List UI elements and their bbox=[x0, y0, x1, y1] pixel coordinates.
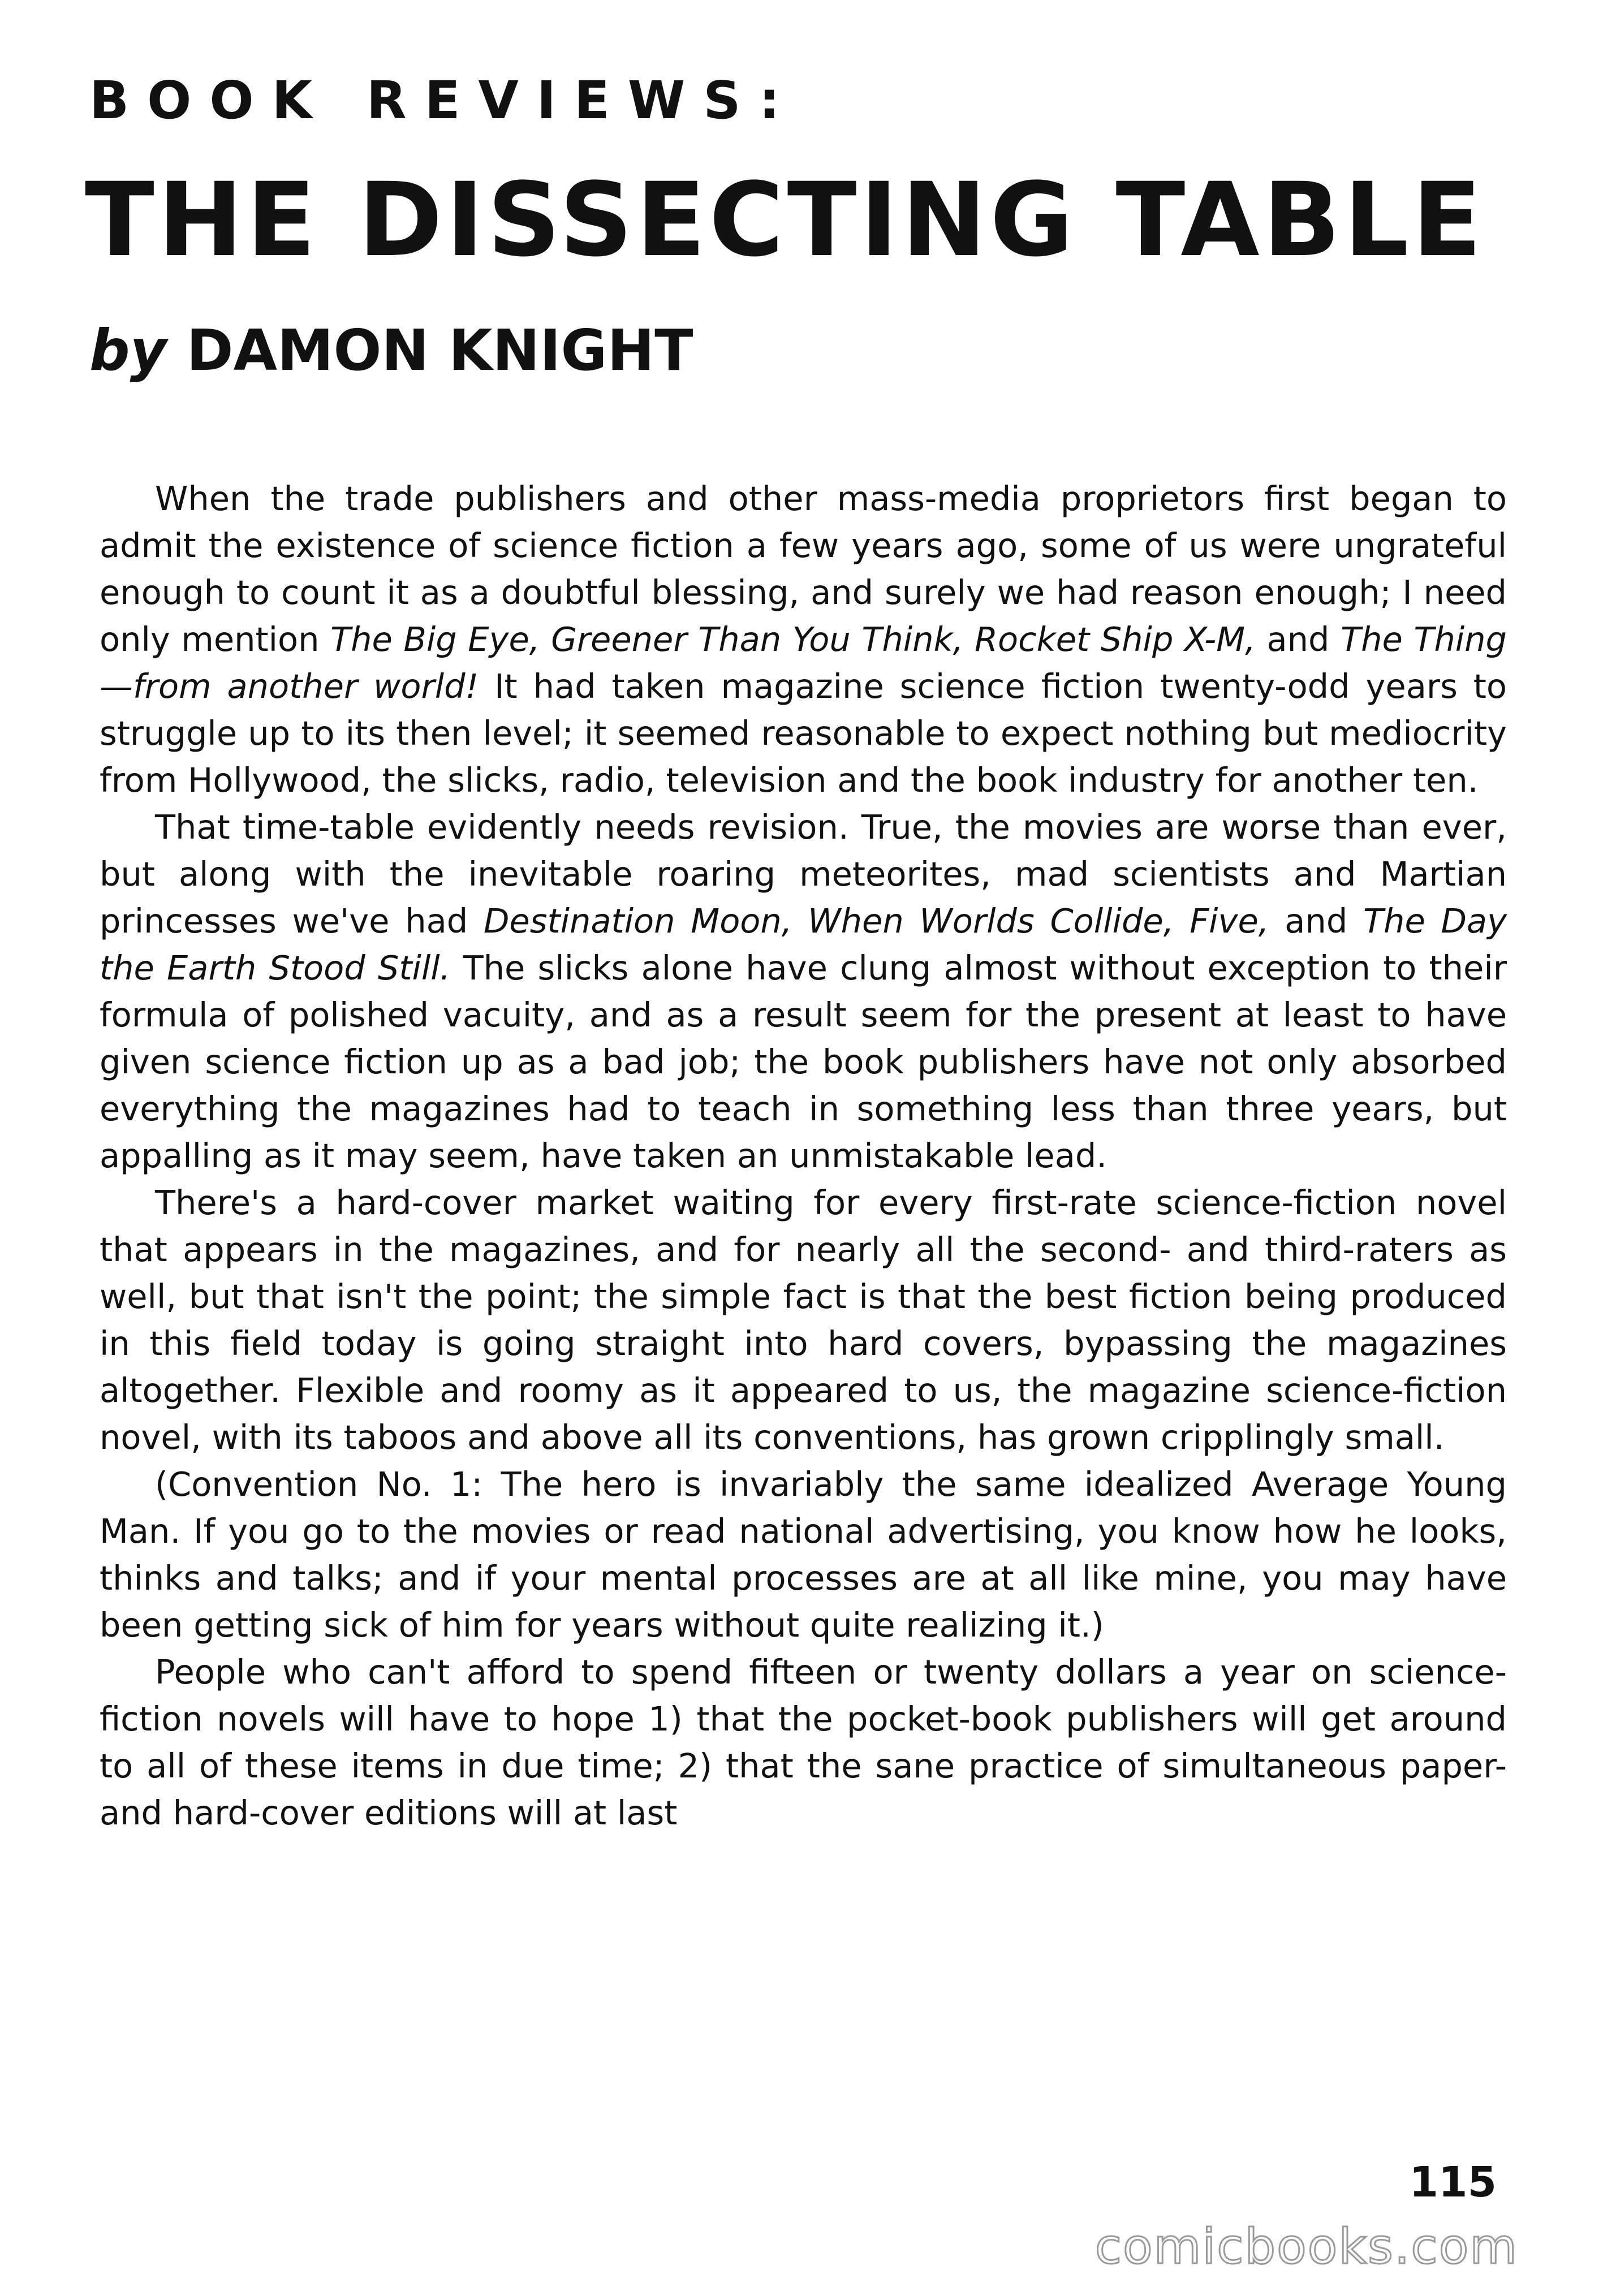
text-run: and bbox=[1269, 901, 1364, 940]
text-run: When the trade publishers and other mass-media proprietors first began to admit the existence of science fiction a few years ago, some of us were ungrateful enough to count it as a doubtful blessing, and surely we had reason enough; I need only mention bbox=[100, 479, 1507, 659]
article-paragraph bbox=[100, 804, 1507, 1179]
italic-title-run: Destination Moon, When Worlds Collide, Five, bbox=[483, 901, 1269, 940]
text-run: It had taken magazine science fiction twenty-odd years to struggle up to its then level; it seemed reasonable to expect nothing but mediocrity from Hollywood, the slicks, radio, television and the book industry for another ten. bbox=[100, 667, 1507, 800]
article-body bbox=[100, 475, 1507, 1836]
text-run: People who can't afford to spend fifteen or twenty dollars a year on science-fiction novels will have to hope 1) that the pocket-book publishers will get around to all of these items in due time; 2) that the sane practice of simultaneous paper- and hard-cover editions will at last bbox=[100, 1652, 1507, 1832]
italic-title-run: The Thing—from another world! bbox=[100, 620, 1507, 706]
site-watermark: comicbooks.com bbox=[1094, 2219, 1518, 2275]
byline-prefix: by bbox=[89, 317, 167, 383]
text-run: and bbox=[1255, 620, 1341, 659]
italic-title-run: The Big Eye, Greener Than You Think, Rocket Ship X-M, bbox=[330, 620, 1256, 659]
text-run: (Convention No. 1: The hero is invariably the same idealized Average Young Man. If you go to the movies or read national advertising, you know how he looks, thinks and talks; and if your mental processes are at all like mine, you may have been getting sick of him for years without quite realizing it.) bbox=[100, 1465, 1507, 1645]
article-paragraph bbox=[100, 1179, 1507, 1461]
text-run: There's a hard-cover market waiting for every first-rate science-fiction novel that appears in the magazines, and for nearly all the second- and third-raters as well, but that isn't the point; the simple fact is that the best fiction being produced in this field today is going straight into hard covers, bypassing the magazines altogether. Flexible and roomy as it appeared to us, the magazine science-fiction novel, with its taboos and above all its conventions, has grown cripplingly small. bbox=[100, 1183, 1507, 1457]
article-paragraph bbox=[100, 1461, 1507, 1648]
text-run: The slicks alone have clung almost without exception to their formula of polished vacuity, and as a result seem for the present at least to have given science fiction up as a bad job; the book publishers have not only absorbed everything the magazines had to teach in something less than three years, but appalling as it may seem, have taken an unmistakable lead. bbox=[100, 948, 1507, 1175]
article-paragraph bbox=[100, 475, 1507, 804]
author-name: DAMON KNIGHT bbox=[186, 317, 693, 383]
article-paragraph bbox=[100, 1648, 1507, 1836]
italic-title-run: The Day the Earth Stood Still. bbox=[100, 901, 1507, 987]
page-number: 115 bbox=[1409, 2158, 1497, 2207]
section-kicker: BOOK REVIEWS: bbox=[89, 70, 798, 131]
byline bbox=[89, 317, 693, 383]
text-run: That time-table evidently needs revision. True, the movies are worse than ever, but along with the inevitable roaring meteorites, mad scientists and Martian princesses we've had bbox=[100, 808, 1507, 940]
article-title: THE DISSECTING TABLE bbox=[85, 161, 1485, 279]
